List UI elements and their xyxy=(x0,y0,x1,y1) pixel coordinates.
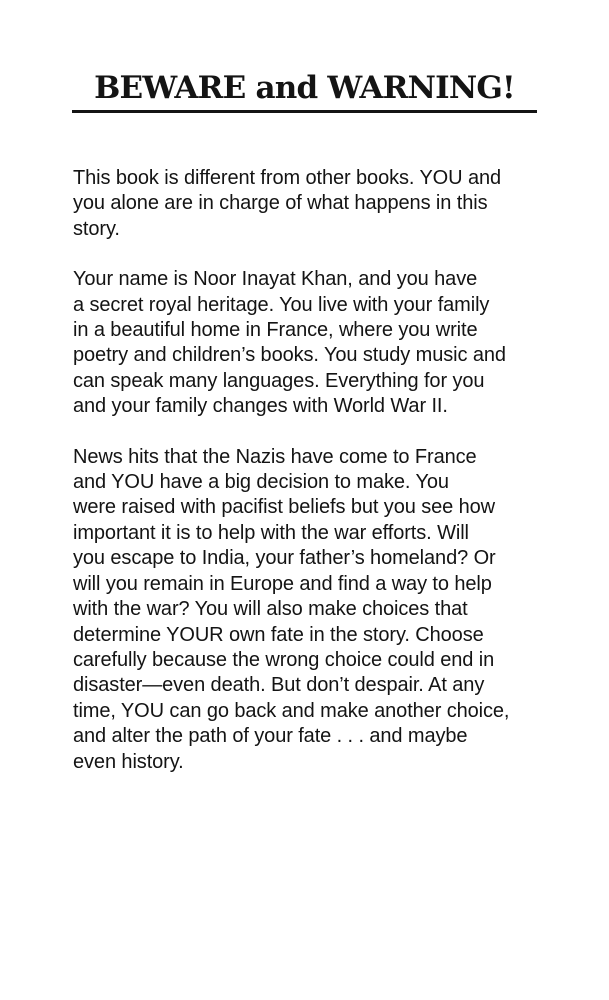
text-line: you escape to India, your father’s homeland? Or xyxy=(73,547,496,570)
text-line: time, YOU can go back and make another choice, xyxy=(73,699,510,722)
text-line: a secret royal heritage. You live with your family xyxy=(73,293,490,316)
text-line: in a beautiful home in France, where you write xyxy=(73,319,478,342)
text-line: determine YOUR own fate in the story. Choose xyxy=(73,623,484,646)
text-line: important it is to help with the war efforts. Will xyxy=(73,521,469,544)
text-line: News hits that the Nazis have come to France xyxy=(73,445,477,468)
text-line: carefully because the wrong choice could end in xyxy=(73,648,495,671)
text-line: story. xyxy=(73,217,120,240)
text-line: disaster—even death. But don’t despair. At any xyxy=(73,674,485,697)
text-line: Your name is Noor Inayat Khan, and you have xyxy=(73,268,478,291)
text-line: and alter the path of your fate . . . and maybe xyxy=(73,725,468,748)
page-title: BEWARE and WARNING! xyxy=(94,70,515,106)
paragraph-character xyxy=(73,267,543,419)
text-line: were raised with pacifist beliefs but you see how xyxy=(73,496,495,519)
text-line: and your family changes with World War II. xyxy=(73,395,448,418)
paragraph-intro xyxy=(73,166,543,242)
text-line: even history. xyxy=(73,750,184,773)
title-underline xyxy=(72,110,537,113)
text-line: can speak many languages. Everything for you xyxy=(73,369,485,392)
text-line: This book is different from other books. YOU and xyxy=(73,167,502,189)
text-line: poetry and children’s books. You study music and xyxy=(73,344,506,367)
text-line: with the war? You will also make choices that xyxy=(73,598,468,621)
text-line: will you remain in Europe and find a way to help xyxy=(73,572,492,595)
text-line: and YOU have a big decision to make. You xyxy=(73,471,449,494)
body-text xyxy=(73,166,543,800)
paragraph-story xyxy=(73,445,543,775)
text-line: you alone are in charge of what happens in this xyxy=(73,192,488,215)
